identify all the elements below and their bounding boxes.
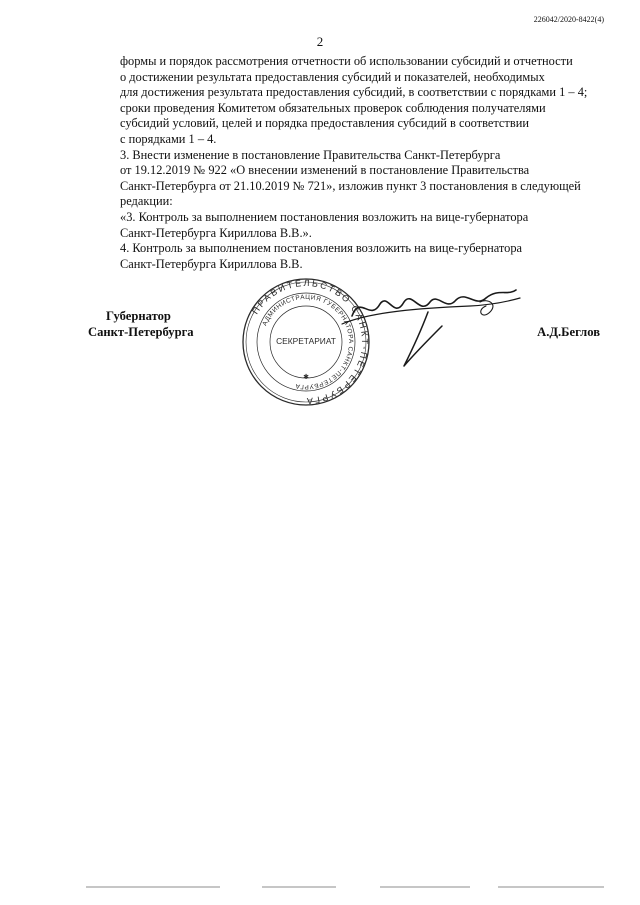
- text-line: Санкт-Петербурга Кириллова В.В.».: [120, 225, 312, 240]
- paragraph-report-forms: [88, 54, 600, 101]
- seal-outer-text: ПРАВИТЕЛЬСТВО САНКТ-ПЕТЕРБУРГА: [250, 277, 371, 407]
- seal-center-text: СЕКРЕТАРИАТ: [276, 336, 336, 346]
- paragraph-item-4: [88, 241, 600, 272]
- text-line: формы и порядок рассмотрения отчетности об использовании субсидий и отчетности: [120, 54, 573, 68]
- page-number: 2: [316, 34, 324, 49]
- text-line: о достижении результата предоставления субсидий и показателей, необходимых: [120, 69, 545, 84]
- paragraph-inspection-terms: [88, 101, 600, 148]
- text-line: с порядками 1 – 4.: [120, 131, 217, 146]
- text-line: сроки проведения Комитетом обязательных проверок соблюдения получателями: [120, 100, 546, 115]
- text-line: субсидий условий, целей и порядка предоставления субсидий в соответствии: [120, 116, 529, 131]
- text-line: редакции:: [120, 194, 173, 209]
- signatory-position: [88, 308, 194, 340]
- footer-rule-lines: [0, 884, 640, 890]
- text-line: Санкт-Петербурга от 21.10.2019 № 721», изложив пункт 3 постановления в следующей: [120, 178, 581, 193]
- paragraph-quoted-item: [88, 210, 600, 241]
- registration-number: 226042/2020-8422(4): [533, 15, 604, 24]
- position-region: Санкт-Петербурга: [88, 325, 194, 339]
- text-line: 3. Внести изменение в постановление Правительства Санкт-Петербурга: [120, 147, 501, 162]
- position-title: Губернатор: [106, 309, 171, 323]
- handwritten-signature: [330, 282, 530, 372]
- text-line: 4. Контроль за выполнением постановления возложить на вице-губернатора: [120, 241, 523, 256]
- text-line: для достижения результата предоставления субсидий, в соответствии с порядками 1 – 4;: [120, 85, 588, 100]
- text-line: Санкт-Петербурга Кириллова В.В.: [120, 256, 303, 271]
- text-line: «3. Контроль за выполнением постановления возложить на вице-губернатора: [120, 209, 529, 224]
- signatory-name: А.Д.Беглов: [537, 325, 600, 339]
- seal-inner-text: АДМИНИСТРАЦИЯ ГУБЕРНАТОРА САНКТ-ПЕТЕРБУРГА: [261, 293, 355, 391]
- paragraph-item-3: [88, 148, 600, 210]
- text-line: от 19.12.2019 № 922 «О внесении изменений в постановление Правительства: [120, 163, 530, 178]
- document-body: [88, 54, 600, 272]
- seal-star-icon: ✱: [303, 373, 309, 381]
